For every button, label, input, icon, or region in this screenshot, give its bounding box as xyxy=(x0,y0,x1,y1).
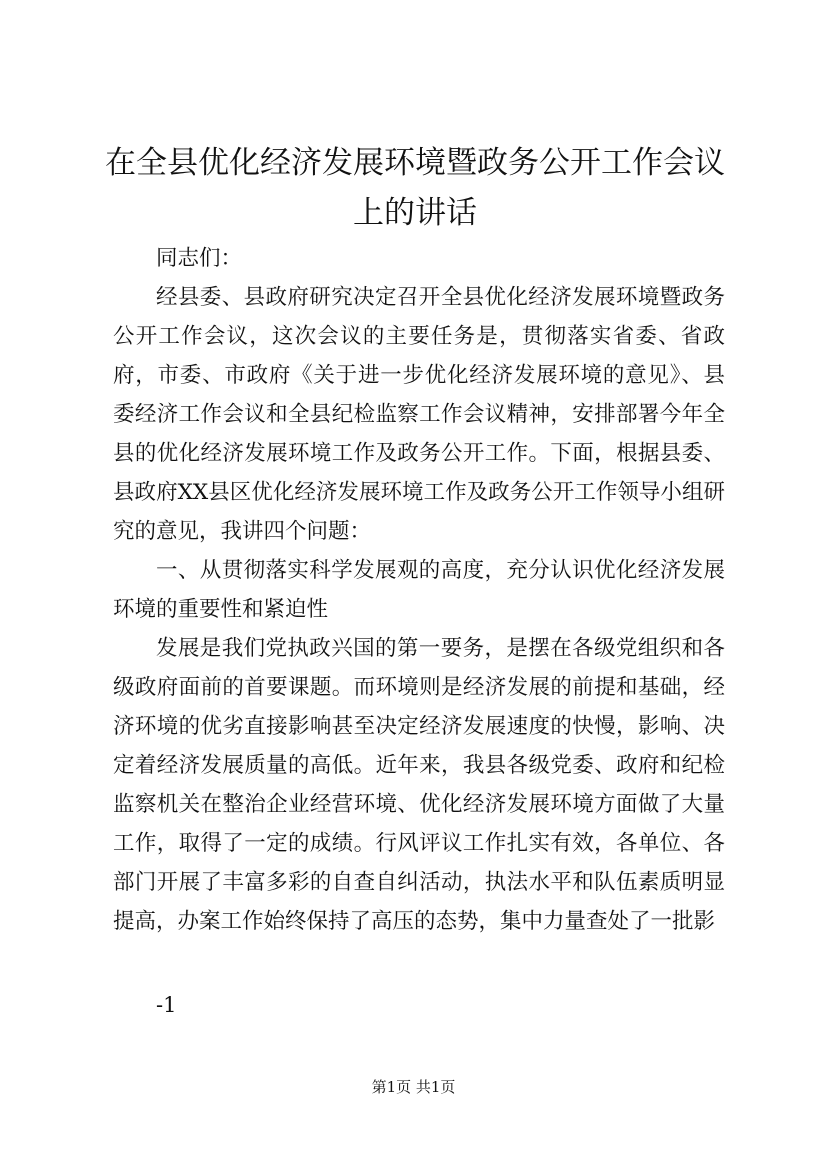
page-number-mark: -1 xyxy=(156,993,177,1017)
body-paragraph: 发展是我们党执政兴国的第一要务，是摆在各级党组织和各级政府面前的首要课题。而环境则是经济发展的前提和基础，经济环境的优劣直接影响甚至决定经济发展速度的快慢，影响、决定着经济发展质量的高低。近年来，我县各级党委、政府和纪检监察机关在整治企业经营环境、优化经济发展环境方面做了大量工作，取得了一定的成绩。行风评议工作扎实有效，各单位、各部门开展了丰富多彩的自查自纠活动，执法水平和队伍素质明显提高，办案工作始终保持了高压的态势，集中力量查处了一批影 xyxy=(113,636,725,934)
document-title: 在全县优化经济发展环境暨政务公开工作会议上的讲话 xyxy=(105,145,725,231)
intro-paragraph: 经县委、县政府研究决定召开全县优化经济发展环境暨政务公开工作会议，这次会议的主要任务是，贯彻落实省委、省政府，市委、市政府《关于进一步优化经济发展环境的意见》、县委经济工作会议和全县纪检监察工作会议精神，安排部署今年全县的优化经济发展环境工作及政务公开工作。下面，根据县委、县政府XX县区优化经济发展环境工作及政务公开工作领导小组研究的意见，我讲四个问题： xyxy=(113,285,725,544)
salutation-paragraph: 同志们： xyxy=(156,246,243,271)
document-body xyxy=(113,239,725,941)
page-footer: 第1页 共1页 xyxy=(371,1078,456,1096)
section-heading-1: 一、从贯彻落实科学发展观的高度，充分认识优化经济发展环境的重要性和紧迫性 xyxy=(113,558,725,622)
